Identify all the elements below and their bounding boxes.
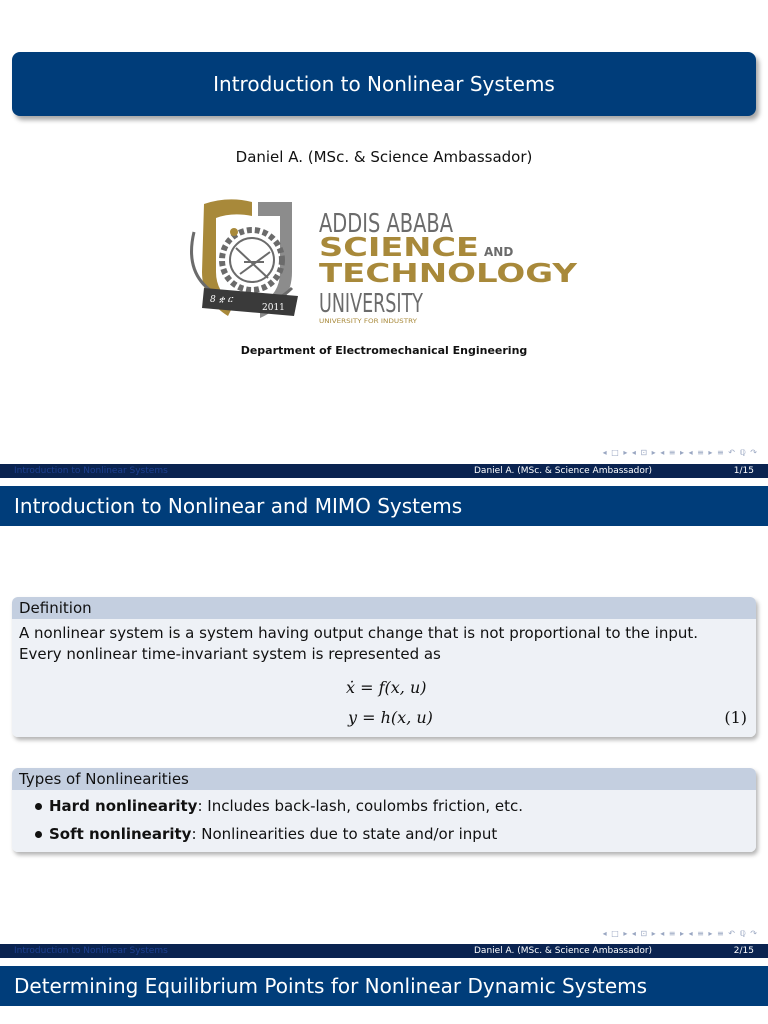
footer-author: Daniel A. (MSc. & Science Ambassador) [474,466,653,476]
list-item-text: : Nonlinearities due to state and/or input [191,825,498,843]
footer-author: Daniel A. (MSc. & Science Ambassador) [474,946,653,956]
frame-title-slide-2: Introduction to Nonlinear and MIMO Systems [0,486,768,526]
types-block-title: Types of Nonlinearities [12,768,756,790]
slide-title: Introduction to Nonlinear Systems [213,72,555,96]
list-item [19,792,749,820]
footer-short-title[interactable]: Introduction to Nonlinear Systems [14,466,168,476]
slide-title-box [12,52,756,116]
university-logo [188,192,588,332]
equation-number: (1) [724,708,747,727]
definition-text-line-1: A nonlinear system is a system having output change that is not proportional to the input. [19,624,699,642]
list-item-text: : Includes back-lash, coulombs friction, etc. [197,797,523,815]
state-equation: ẋ = f(x, u) [346,678,427,697]
footer-bar-2 [0,944,768,958]
university-logo-graphic [188,192,588,332]
logo-line-science: SCIENCE [319,233,479,263]
definition-block-title: Definition [12,597,756,619]
seal-year: 2011 [262,303,285,313]
footer-page-number: 2/15 [733,946,754,956]
definition-block [12,597,756,737]
equation-row-2 [19,703,749,733]
list-item-term: Hard nonlinearity [49,797,198,815]
footer-short-title[interactable]: Introduction to Nonlinear Systems [14,946,168,956]
list-item-term: Soft nonlinearity [49,825,192,843]
logo-line-university: UNIVERSITY [319,289,424,319]
logo-line-technology: TECHNOLOGY [319,259,579,289]
footer-bar-1 [0,464,768,478]
logo-tagline: UNIVERSITY FOR INDUSTRY [319,318,418,325]
types-block-body [12,790,756,852]
logo-and: AND [484,245,514,259]
beamer-navigation-icons[interactable]: ◂ □ ▸ ◂ ⊡ ▸ ◂ ≡ ▸ ◂ ≡ ▸ ≡ ↶ ℚ ↷ [602,929,758,938]
author-name: Daniel A. (MSc. & Science Ambassador) [235,148,533,166]
beamer-navigation-icons[interactable]: ◂ □ ▸ ◂ ⊡ ▸ ◂ ≡ ▸ ◂ ≡ ▸ ≡ ↶ ℚ ↷ [602,448,758,457]
output-equation: y = h(x, u) [348,708,433,727]
equation-row-1 [19,673,749,703]
department-name: Department of Electromechanical Engineering [240,344,528,357]
types-block [12,768,756,852]
seal-text: 8 ቋ ር [210,295,233,305]
frame-title-slide-3: Determining Equilibrium Points for Nonlinear Dynamic Systems [0,966,768,1006]
footer-page-number: 1/15 [733,466,754,476]
list-item [19,820,749,848]
definition-block-body [12,619,756,737]
logo-line-addis-ababa: ADDIS ABABA [319,209,454,239]
definition-text-line-2: Every nonlinear time-invariant system is represented as [19,645,441,663]
